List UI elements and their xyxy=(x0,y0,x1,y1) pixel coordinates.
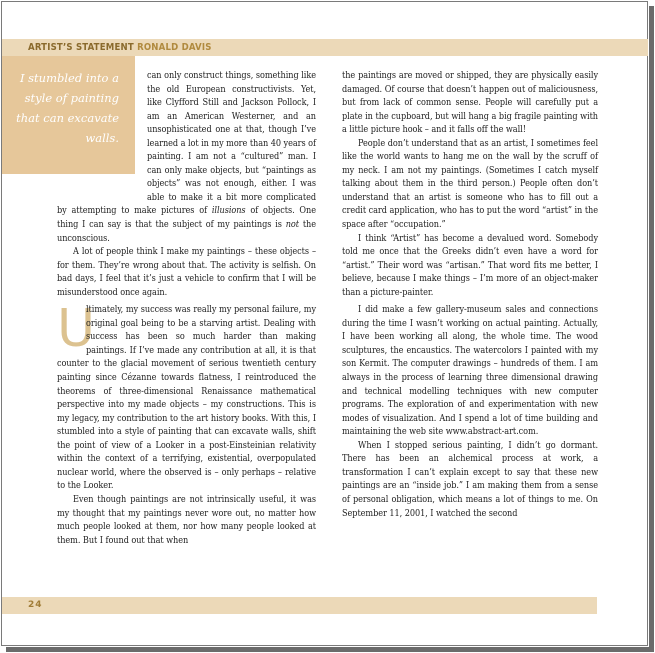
paragraph: U ltimately, my success was really my personal failure, my original goal being to be a starving artist. Dealing with success has been so much harder than making paintings. If I’ve made any contribution at all, it is that counter to the glacial movement of serious twentieth century painting since Cézanne towards flatness, I reintroduced the theorems of three-dimensional Renaissance mathematical perspective into my made objects – my constructions. This is my legacy, my contribution to the art history books. With this, I stumbled into a style of painting that can excavate walls, shift the point of view of a Looker in a post-Einsteinian relativity within the context of a terrifying, existential, overpopulated nuclear world, where the observed is – only perhaps – relative to the Looker. xyxy=(57,299,316,492)
right-column xyxy=(342,70,598,521)
drop-cap: U xyxy=(57,299,96,360)
page-shadow-right xyxy=(649,6,654,651)
page-shadow-bottom xyxy=(6,647,654,652)
author-name: RONALD DAVIS xyxy=(137,42,212,53)
paragraph: When I stopped serious painting, I didn’t go dormant. There has been an alchemical process at work, a transformation I can’t explain except to say that these new paintings are an “inside job.” I am making them from a sense of personal obligation, which means a lot of things to me. On September 11, 2001, I watched the second xyxy=(342,440,598,519)
paragraph: I did make a few gallery-museum sales and connections during the time I wasn’t working on actual painting. Actually, I have been working all along, the whole time. The wood sculptures, the encaustics. The watercolors I painted with my son Kermit. The computer drawings – hundreds of them. I am always in the process of learning three dimensional drawing and technical modelling techniques with new computer programs. The exploration of and experimentation with new modes of visualization. And I spend a lot of time building and maintaining the web site www.abstract-art.com. xyxy=(342,305,598,438)
pull-quote-wrap-spacer xyxy=(57,70,147,192)
paragraph: I think “Artist” has become a devalued word. Somebody told me once that the Greeks didn’t even have a word for “artist.” Their word was “artisan.” That word fits me better, I believe, because I make things – I’m more of an object-maker than a picture-painter. xyxy=(342,233,598,298)
pull-quote: I stumbled into a style of painting that can excavate walls. xyxy=(16,71,119,145)
paragraph: Even though paintings are not intrinsically useful, it was my thought that my paintings never wore out, no matter how much people looked at them, nor how many people looked at them. But I found out that when xyxy=(57,494,316,546)
magazine-page xyxy=(1,1,648,646)
left-column xyxy=(57,70,316,548)
paragraph: A lot of people think I make my paintings – these objects – for them. They’re wrong about that. The activity is selfish. On bad days, I feel that it’s just a vehicle to confirm that I will be misunderstood once again. xyxy=(57,247,316,298)
section-title: ARTIST’S STATEMENT xyxy=(28,42,134,53)
paragraph: People don’t understand that as an artist, I sometimes feel like the world wants to hang me on the wall by the scruff of my neck. I am not my paintings. (Sometimes I catch myself talking about them in the third person.) People often don’t understand that an artist is someone who has to fill out a credit card application, who has to put the word “artist” in the space after “occupation.” xyxy=(342,138,598,231)
footer-band xyxy=(2,597,597,614)
page-number: 24 xyxy=(28,600,43,610)
running-header xyxy=(28,42,212,53)
paragraph: the paintings are moved or shipped, they are physically easily damaged. Of course that doesn’t happen out of maliciousness, but from lack of common sense. People will carefully put a plate in the cupboard, but will hang a big fragile painting with a little picture hook – and it falls off the wall! xyxy=(342,71,598,136)
paragraph: can only construct things, something like the old European constructivists. Yet, like Clyfford Still and Jackson Pollock, I am an American Westerner, and an unsophisticated one at that, though I’ve learned a lot in my more than 40 years of painting. I am not a “cultured” man. I can only make objects, but “paintings as objects” was not enough, either. I was able to make it a bit more complicated by attempting to make pictures of illusions of objects. One thing I can say is that the subject of my paintings is not the unconscious. xyxy=(57,71,317,244)
